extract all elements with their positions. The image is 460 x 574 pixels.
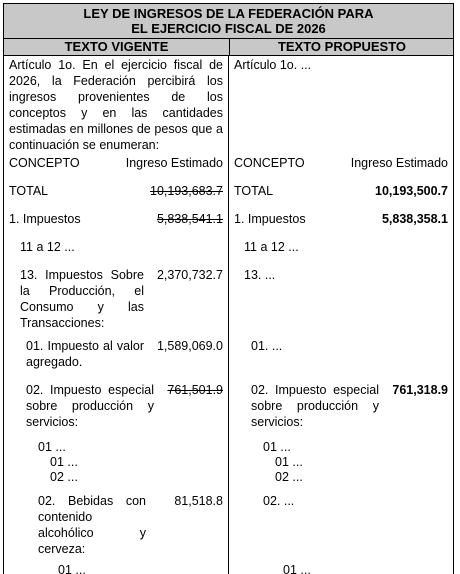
total-label: TOTAL <box>234 184 274 198</box>
bebidas-label: 02. Bebidas con contenido alcohólico y cerveza: <box>38 494 146 556</box>
document-title <box>4 4 453 39</box>
total-label: TOTAL <box>9 184 49 198</box>
ieps-label: 02. Impuesto especial sobre producción y servicios: <box>251 383 379 429</box>
concepto-label: CONCEPTO <box>9 156 80 170</box>
document-table <box>3 3 454 574</box>
item-13: 13. ... <box>244 268 276 282</box>
article-text: Artículo 1o. ... <box>234 58 312 72</box>
column-headers <box>4 39 453 56</box>
article-text: Artículo 1o. En el ejercicio fiscal de 2026, la Federación percibirá los ingresos provenientes de los conceptos y en las cantidades estimadas en millones de pesos que a continuación se enumeran: <box>9 58 223 152</box>
header-texto-vigente: TEXTO VIGENTE <box>4 39 230 55</box>
ingreso-estimado-label: Ingreso Estimado <box>350 156 448 170</box>
sub-01: 01 ... <box>38 440 66 454</box>
bebidas-value: 81,518.8 <box>174 494 223 508</box>
columns <box>4 56 453 574</box>
impuestos-label: 1. Impuestos <box>9 212 81 226</box>
item-13-value: 2,370,732.7 <box>156 268 223 282</box>
column-texto-vigente <box>4 56 229 574</box>
column-texto-propuesto <box>229 56 453 574</box>
last-01: 01 ... <box>58 563 86 574</box>
impuestos-value: 5,838,541.1 <box>156 212 223 226</box>
item-13-label: 13. Impuestos Sobre la Producción, el Consumo y las Transacciones: <box>20 268 144 330</box>
sub-02: 02 ... <box>50 470 78 484</box>
impuestos-value: 5,838,358.1 <box>381 212 448 226</box>
sub-01b: 01 ... <box>50 455 78 469</box>
title-line-2: EL EJERCICIO FISCAL DE 2026 <box>131 21 326 36</box>
sub-02: 02 ... <box>275 470 303 484</box>
sub-01: 01 ... <box>263 440 291 454</box>
title-line-1: LEY DE INGRESOS DE LA FEDERACIÓN PARA <box>83 6 374 21</box>
last-01: 01 ... <box>283 563 311 574</box>
ieps-label: 02. Impuesto especial sobre producción y servicios: <box>26 383 154 429</box>
range-11-12: 11 a 12 ... <box>20 240 75 254</box>
sub-01b: 01 ... <box>275 455 303 469</box>
header-texto-propuesto: TEXTO PROPUESTO <box>277 39 407 54</box>
total-value: 10,193,500.7 <box>375 184 448 198</box>
ingreso-estimado-label: Ingreso Estimado <box>125 156 223 170</box>
ieps-value: 761,501.9 <box>167 383 223 397</box>
impuestos-label: 1. Impuestos <box>234 212 306 226</box>
range-11-12: 11 a 12 ... <box>244 240 299 254</box>
ieps-value: 761,318.9 <box>392 383 448 397</box>
concepto-label: CONCEPTO <box>234 156 305 170</box>
item-02: 02. ... <box>263 494 295 508</box>
total-value: 10,193,683.7 <box>150 184 223 198</box>
iva-value: 1,589,069.0 <box>156 339 223 353</box>
item-01: 01. ... <box>251 339 283 353</box>
iva-label: 01. Impuesto al valor agregado. <box>26 339 144 369</box>
